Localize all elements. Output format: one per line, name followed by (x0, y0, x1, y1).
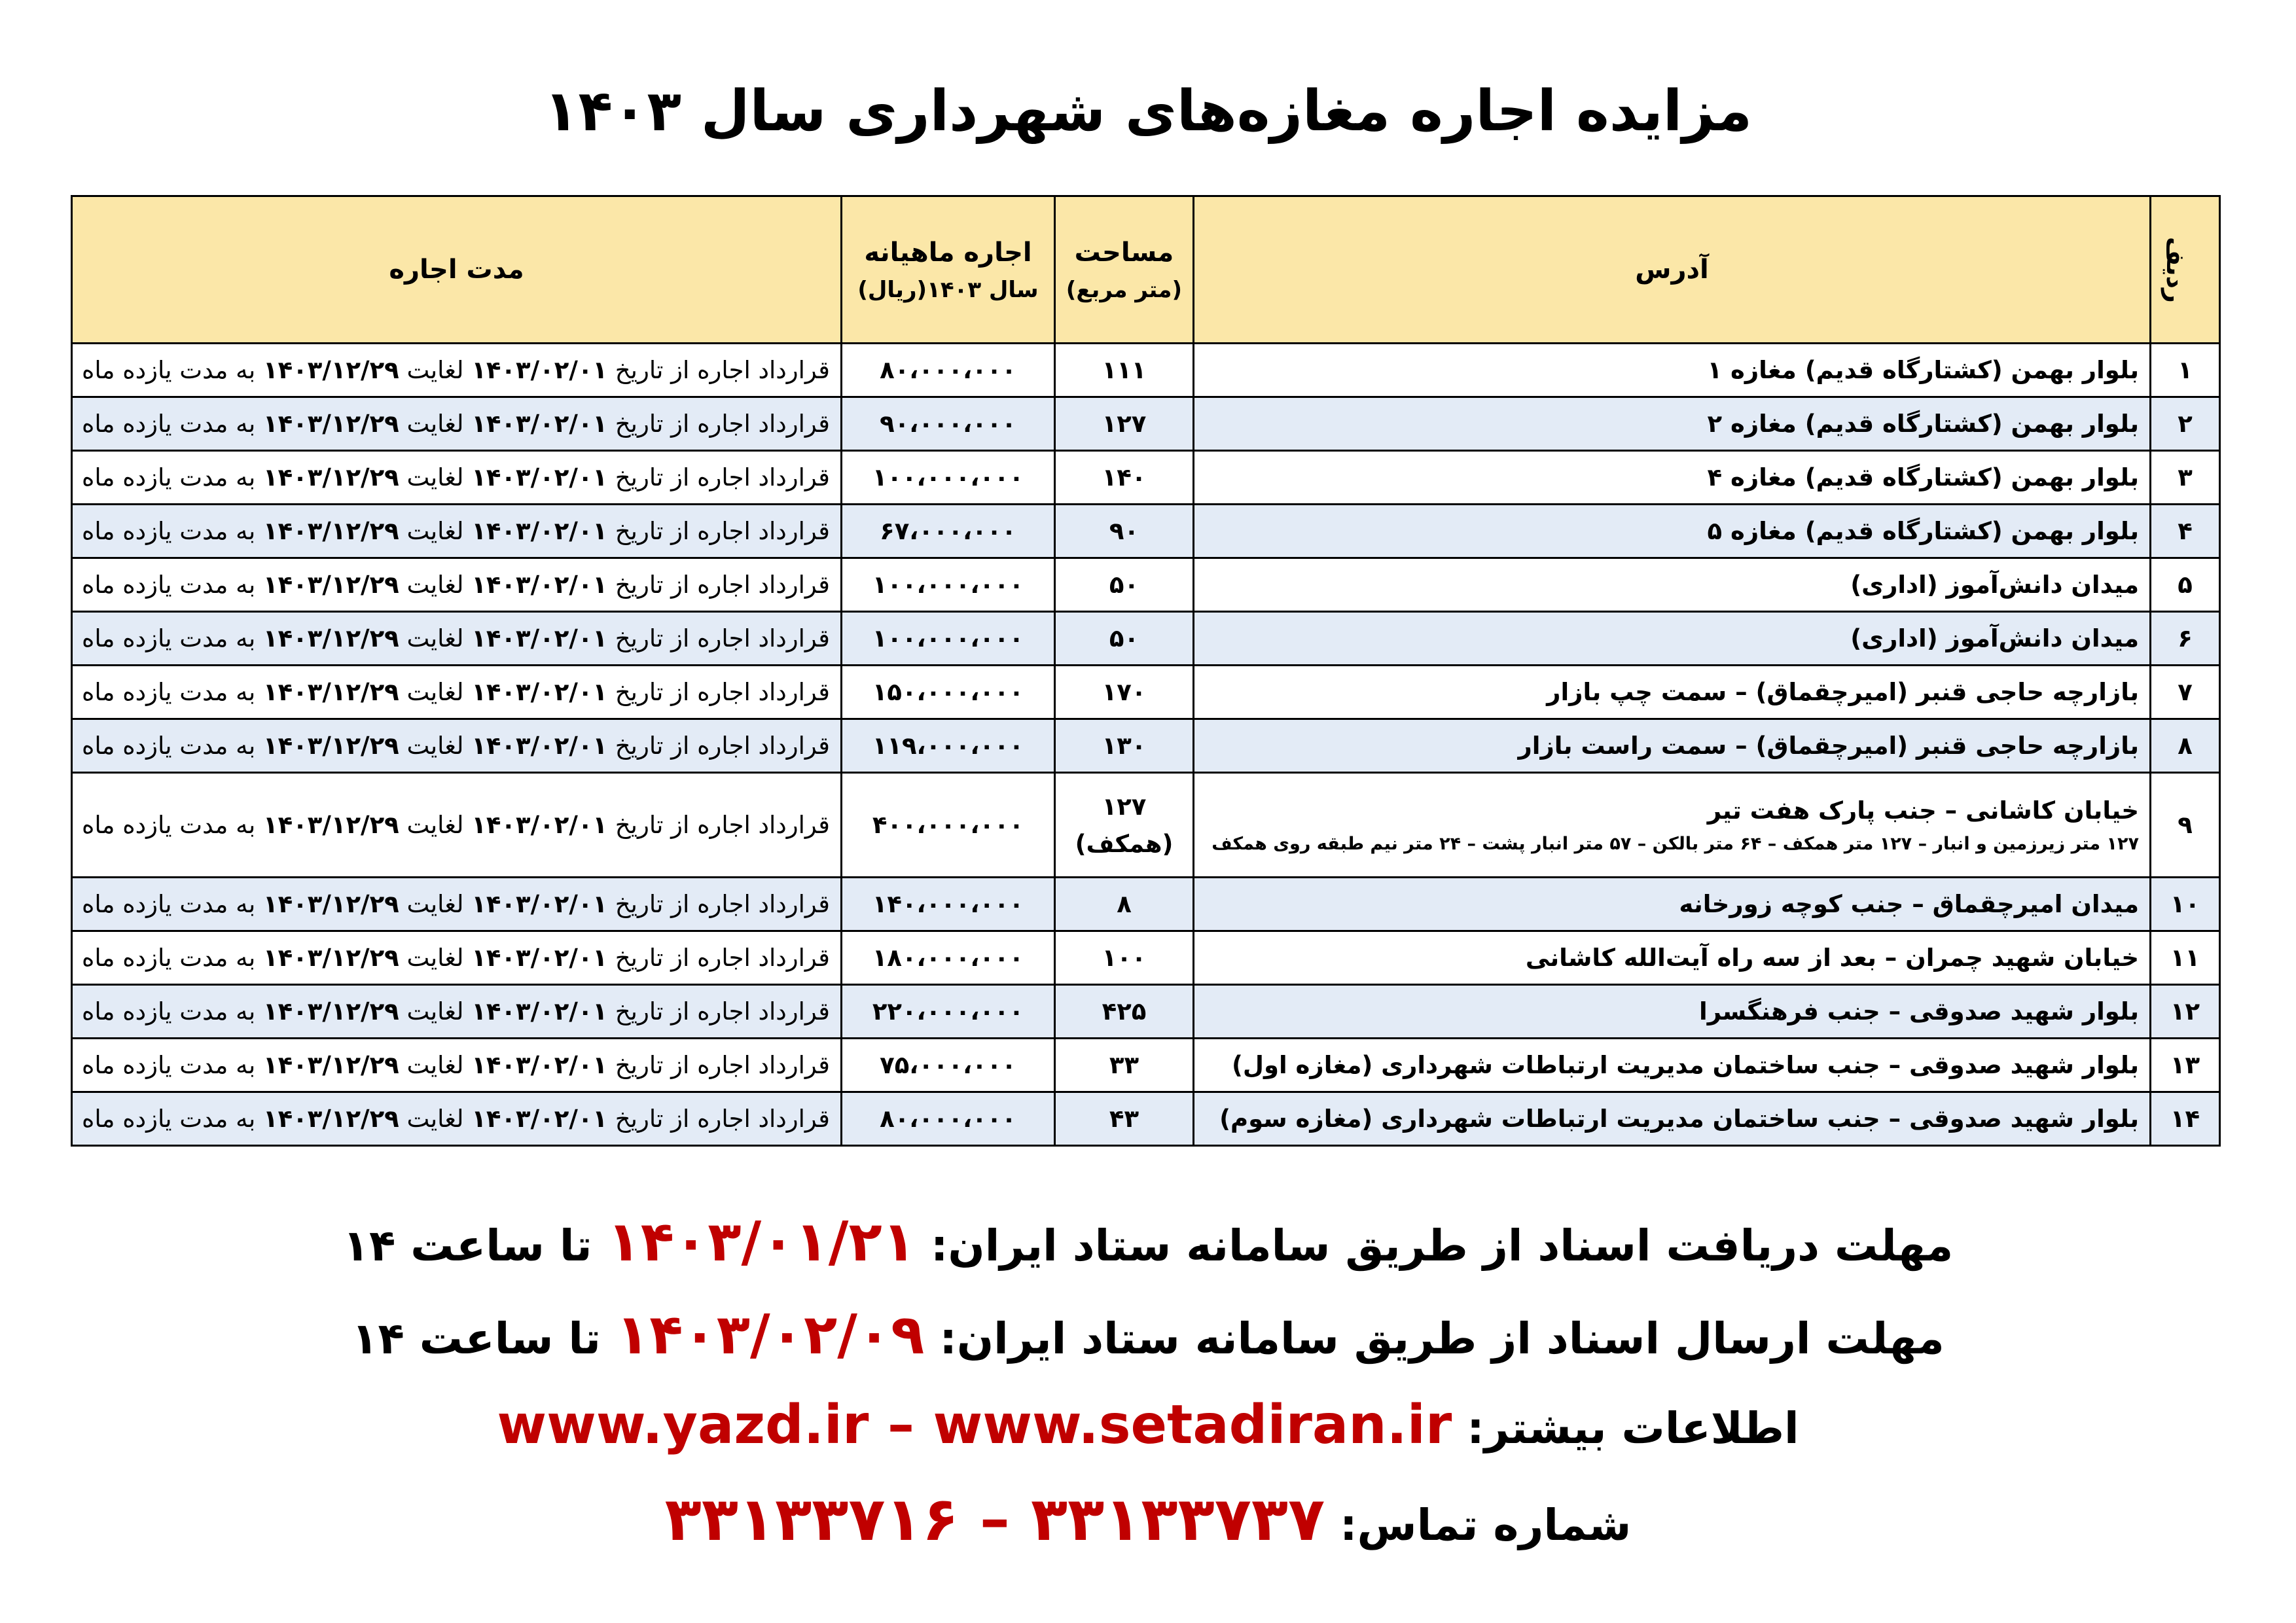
address-cell (1194, 558, 2151, 612)
duration-cell: قرارداد اجاره از تاریخ ۱۴۰۳/۰۲/۰۱ لغایت ۱۴۰۳/۱۲/۲۹ به مدت یازده ماه (72, 931, 842, 985)
table-row (72, 451, 2220, 505)
address-cell (1194, 344, 2151, 397)
address-cell (1194, 451, 2151, 505)
duration-cell: قرارداد اجاره از تاریخ ۱۴۰۳/۰۲/۰۱ لغایت ۱۴۰۳/۱۲/۲۹ به مدت یازده ماه (72, 878, 842, 931)
header-area: مساحت (متر مربع) (1055, 196, 1194, 344)
rent-cell: ۸۰،۰۰۰،۰۰۰ (842, 1092, 1055, 1146)
address-cell (1194, 1092, 2151, 1146)
area-cell (1055, 931, 1194, 985)
address-text: میدان دانش‌آموز (اداری) (1850, 571, 2139, 599)
area-value: ۸ (1117, 890, 1132, 918)
area-cell (1055, 985, 1194, 1039)
address-cell (1194, 719, 2151, 773)
area-value: ۱۷۰ (1102, 678, 1147, 706)
address-text: خیابان شهید چمران – بعد از سه راه آیت‌الله کاشانی (1525, 944, 2139, 972)
header-rent: اجاره ماهیانه سال ۱۴۰۳(ریال) (842, 196, 1055, 344)
table-body (72, 344, 2220, 1146)
row-number: ۴ (2151, 505, 2220, 558)
info-links[interactable]: www.yazd.ir – www.setadiran.ir (497, 1394, 1452, 1456)
notice-send-deadline: مهلت ارسال اسناد از طریق سامانه ستاد ایران: ۱۴۰۳/۰۲/۰۹ تا ساعت ۱۴ (351, 1302, 1945, 1366)
row-number: ۱۴ (2151, 1092, 2220, 1146)
row-number: ۱۳ (2151, 1039, 2220, 1092)
table-row (72, 666, 2220, 719)
address-text: بلوار بهمن (کشتارگاه قدیم) مغازه ۵ (1707, 517, 2139, 545)
area-value: ۴۳ (1109, 1105, 1139, 1133)
address-note: ۱۲۷ متر زیرزمین و انبار – ۱۲۷ متر همکف – ۶۴ متر بالکن – ۵۷ متر انبار پشت – ۲۴ متر نیم طبقه روی همکف (1211, 833, 2139, 854)
duration-cell: قرارداد اجاره از تاریخ ۱۴۰۳/۰۲/۰۱ لغایت ۱۴۰۳/۱۲/۲۹ به مدت یازده ماه (72, 505, 842, 558)
duration-cell: قرارداد اجاره از تاریخ ۱۴۰۳/۰۲/۰۱ لغایت ۱۴۰۳/۱۲/۲۹ به مدت یازده ماه (72, 558, 842, 612)
duration-cell: قرارداد اجاره از تاریخ ۱۴۰۳/۰۲/۰۱ لغایت ۱۴۰۳/۱۲/۲۹ به مدت یازده ماه (72, 612, 842, 666)
table-row (72, 773, 2220, 878)
header-row-number: ردیف (2151, 196, 2220, 344)
row-number: ۷ (2151, 666, 2220, 719)
row-number: ۹ (2151, 773, 2220, 878)
table-row (72, 505, 2220, 558)
row-number: ۵ (2151, 558, 2220, 612)
rent-cell: ۱۰۰،۰۰۰،۰۰۰ (842, 451, 1055, 505)
area-cell (1055, 1039, 1194, 1092)
rent-cell: ۷۵،۰۰۰،۰۰۰ (842, 1039, 1055, 1092)
area-value: ۱۲۷ (1102, 410, 1147, 438)
address-text: بلوار بهمن (کشتارگاه قدیم) مغازه ۴ (1707, 463, 2139, 491)
area-value: ۱۱۱ (1102, 356, 1147, 384)
row-number: ۱۲ (2151, 985, 2220, 1039)
address-text: خیابان کاشانی – جنب پارک هفت تیر (1707, 796, 2139, 825)
duration-cell: قرارداد اجاره از تاریخ ۱۴۰۳/۰۲/۰۱ لغایت ۱۴۰۳/۱۲/۲۹ به مدت یازده ماه (72, 1092, 842, 1146)
row-number: ۲ (2151, 397, 2220, 451)
rent-cell: ۲۲۰،۰۰۰،۰۰۰ (842, 985, 1055, 1039)
table-row (72, 344, 2220, 397)
table-row (72, 397, 2220, 451)
table-row (72, 612, 2220, 666)
area-note: (همکف) (1075, 829, 1174, 858)
address-cell (1194, 612, 2151, 666)
table-row (72, 558, 2220, 612)
rent-cell: ۱۸۰،۰۰۰،۰۰۰ (842, 931, 1055, 985)
address-cell (1194, 878, 2151, 931)
row-number: ۳ (2151, 451, 2220, 505)
notice-more-info: اطلاعات بیشتر: www.yazd.ir – www.setadiran.ir (497, 1394, 1799, 1456)
rent-cell: ۱۰۰،۰۰۰،۰۰۰ (842, 558, 1055, 612)
duration-cell: قرارداد اجاره از تاریخ ۱۴۰۳/۰۲/۰۱ لغایت ۱۴۰۳/۱۲/۲۹ به مدت یازده ماه (72, 719, 842, 773)
area-cell (1055, 1092, 1194, 1146)
address-text: بلوار بهمن (کشتارگاه قدیم) مغازه ۲ (1707, 410, 2139, 438)
rent-cell: ۱۱۹،۰۰۰،۰۰۰ (842, 719, 1055, 773)
rent-cell: ۸۰،۰۰۰،۰۰۰ (842, 344, 1055, 397)
duration-cell: قرارداد اجاره از تاریخ ۱۴۰۳/۰۲/۰۱ لغایت ۱۴۰۳/۱۲/۲۹ به مدت یازده ماه (72, 773, 842, 878)
area-cell (1055, 773, 1194, 878)
area-value: ۱۰۰ (1102, 944, 1147, 972)
notice-contact: شماره تماس: ۳۳۱۳۳۷۳۷ – ۳۳۱۳۳۷۱۶ (664, 1484, 1632, 1554)
table-row (72, 1039, 2220, 1092)
area-value: ۵۰ (1109, 571, 1139, 599)
area-cell (1055, 719, 1194, 773)
row-number: ۸ (2151, 719, 2220, 773)
area-value: ۹۰ (1109, 517, 1139, 545)
address-cell (1194, 666, 2151, 719)
table-row (72, 1092, 2220, 1146)
area-value: ۱۲۷ (1102, 792, 1147, 821)
rent-cell: ۱۵۰،۰۰۰،۰۰۰ (842, 666, 1055, 719)
area-cell (1055, 612, 1194, 666)
area-cell (1055, 451, 1194, 505)
duration-cell: قرارداد اجاره از تاریخ ۱۴۰۳/۰۲/۰۱ لغایت ۱۴۰۳/۱۲/۲۹ به مدت یازده ماه (72, 666, 842, 719)
row-number: ۶ (2151, 612, 2220, 666)
area-cell (1055, 666, 1194, 719)
address-text: میدان امیرچقماق – جنب کوچه زورخانه (1679, 890, 2139, 918)
address-cell (1194, 931, 2151, 985)
header-address: آدرس (1194, 196, 2151, 344)
rent-cell: ۱۴۰،۰۰۰،۰۰۰ (842, 878, 1055, 931)
area-cell (1055, 558, 1194, 612)
rent-cell: ۱۰۰،۰۰۰،۰۰۰ (842, 612, 1055, 666)
duration-cell: قرارداد اجاره از تاریخ ۱۴۰۳/۰۲/۰۱ لغایت ۱۴۰۳/۱۲/۲۹ به مدت یازده ماه (72, 397, 842, 451)
table-row (72, 878, 2220, 931)
address-text: بلوار بهمن (کشتارگاه قدیم) مغازه ۱ (1707, 356, 2139, 384)
row-number: ۱۱ (2151, 931, 2220, 985)
address-text: بلوار شهید صدوقی – جنب فرهنگسرا (1699, 997, 2139, 1026)
duration-cell: قرارداد اجاره از تاریخ ۱۴۰۳/۰۲/۰۱ لغایت ۱۴۰۳/۱۲/۲۹ به مدت یازده ماه (72, 451, 842, 505)
auction-table (71, 195, 2221, 1147)
address-text: بلوار شهید صدوقی – جنب ساختمان مدیریت ارتباطات شهرداری (مغازه اول) (1231, 1051, 2139, 1079)
address-text: بازارچه حاجی قنبر (امیرچقماق) – سمت چپ بازار (1547, 678, 2139, 706)
row-number: ۱۰ (2151, 878, 2220, 931)
area-cell (1055, 878, 1194, 931)
area-value: ۱۳۰ (1102, 732, 1147, 760)
area-cell (1055, 505, 1194, 558)
contact-numbers: ۳۳۱۳۳۷۳۷ – ۳۳۱۳۳۷۱۶ (664, 1484, 1325, 1554)
rent-cell: ۹۰،۰۰۰،۰۰۰ (842, 397, 1055, 451)
page-title: مزایده اجاره مغازه‌های شهرداری سال ۱۴۰۳ (543, 79, 1753, 144)
area-value: ۳۳ (1109, 1051, 1139, 1079)
rent-cell: ۴۰۰،۰۰۰،۰۰۰ (842, 773, 1055, 878)
address-cell (1194, 1039, 2151, 1092)
duration-cell: قرارداد اجاره از تاریخ ۱۴۰۳/۰۲/۰۱ لغایت ۱۴۰۳/۱۲/۲۹ به مدت یازده ماه (72, 344, 842, 397)
duration-cell: قرارداد اجاره از تاریخ ۱۴۰۳/۰۲/۰۱ لغایت ۱۴۰۳/۱۲/۲۹ به مدت یازده ماه (72, 1039, 842, 1092)
receive-date: ۱۴۰۳/۰۱/۲۱ (607, 1209, 916, 1274)
header-duration: مدت اجاره (72, 196, 842, 344)
table-row (72, 931, 2220, 985)
table-row (72, 719, 2220, 773)
area-value: ۴۲۵ (1102, 997, 1147, 1026)
rent-cell: ۶۷،۰۰۰،۰۰۰ (842, 505, 1055, 558)
address-text: بازارچه حاجی قنبر (امیرچقماق) – سمت راست بازار (1518, 732, 2139, 760)
send-date: ۱۴۰۳/۰۲/۰۹ (615, 1302, 925, 1366)
table-header-row (72, 196, 2220, 344)
address-cell (1194, 505, 2151, 558)
address-text: میدان دانش‌آموز (اداری) (1850, 624, 2139, 652)
address-cell (1194, 773, 2151, 878)
address-cell (1194, 985, 2151, 1039)
duration-cell: قرارداد اجاره از تاریخ ۱۴۰۳/۰۲/۰۱ لغایت ۱۴۰۳/۱۲/۲۹ به مدت یازده ماه (72, 985, 842, 1039)
area-cell (1055, 344, 1194, 397)
address-text: بلوار شهید صدوقی – جنب ساختمان مدیریت ارتباطات شهرداری (مغازه سوم) (1219, 1105, 2139, 1133)
row-number: ۱ (2151, 344, 2220, 397)
area-value: ۵۰ (1109, 624, 1139, 652)
notice-receive-deadline: مهلت دریافت اسناد از طریق سامانه ستاد ایران: ۱۴۰۳/۰۱/۲۱ تا ساعت ۱۴ (342, 1209, 1954, 1274)
table-row (72, 985, 2220, 1039)
area-cell (1055, 397, 1194, 451)
address-cell (1194, 397, 2151, 451)
area-value: ۱۴۰ (1102, 463, 1147, 491)
